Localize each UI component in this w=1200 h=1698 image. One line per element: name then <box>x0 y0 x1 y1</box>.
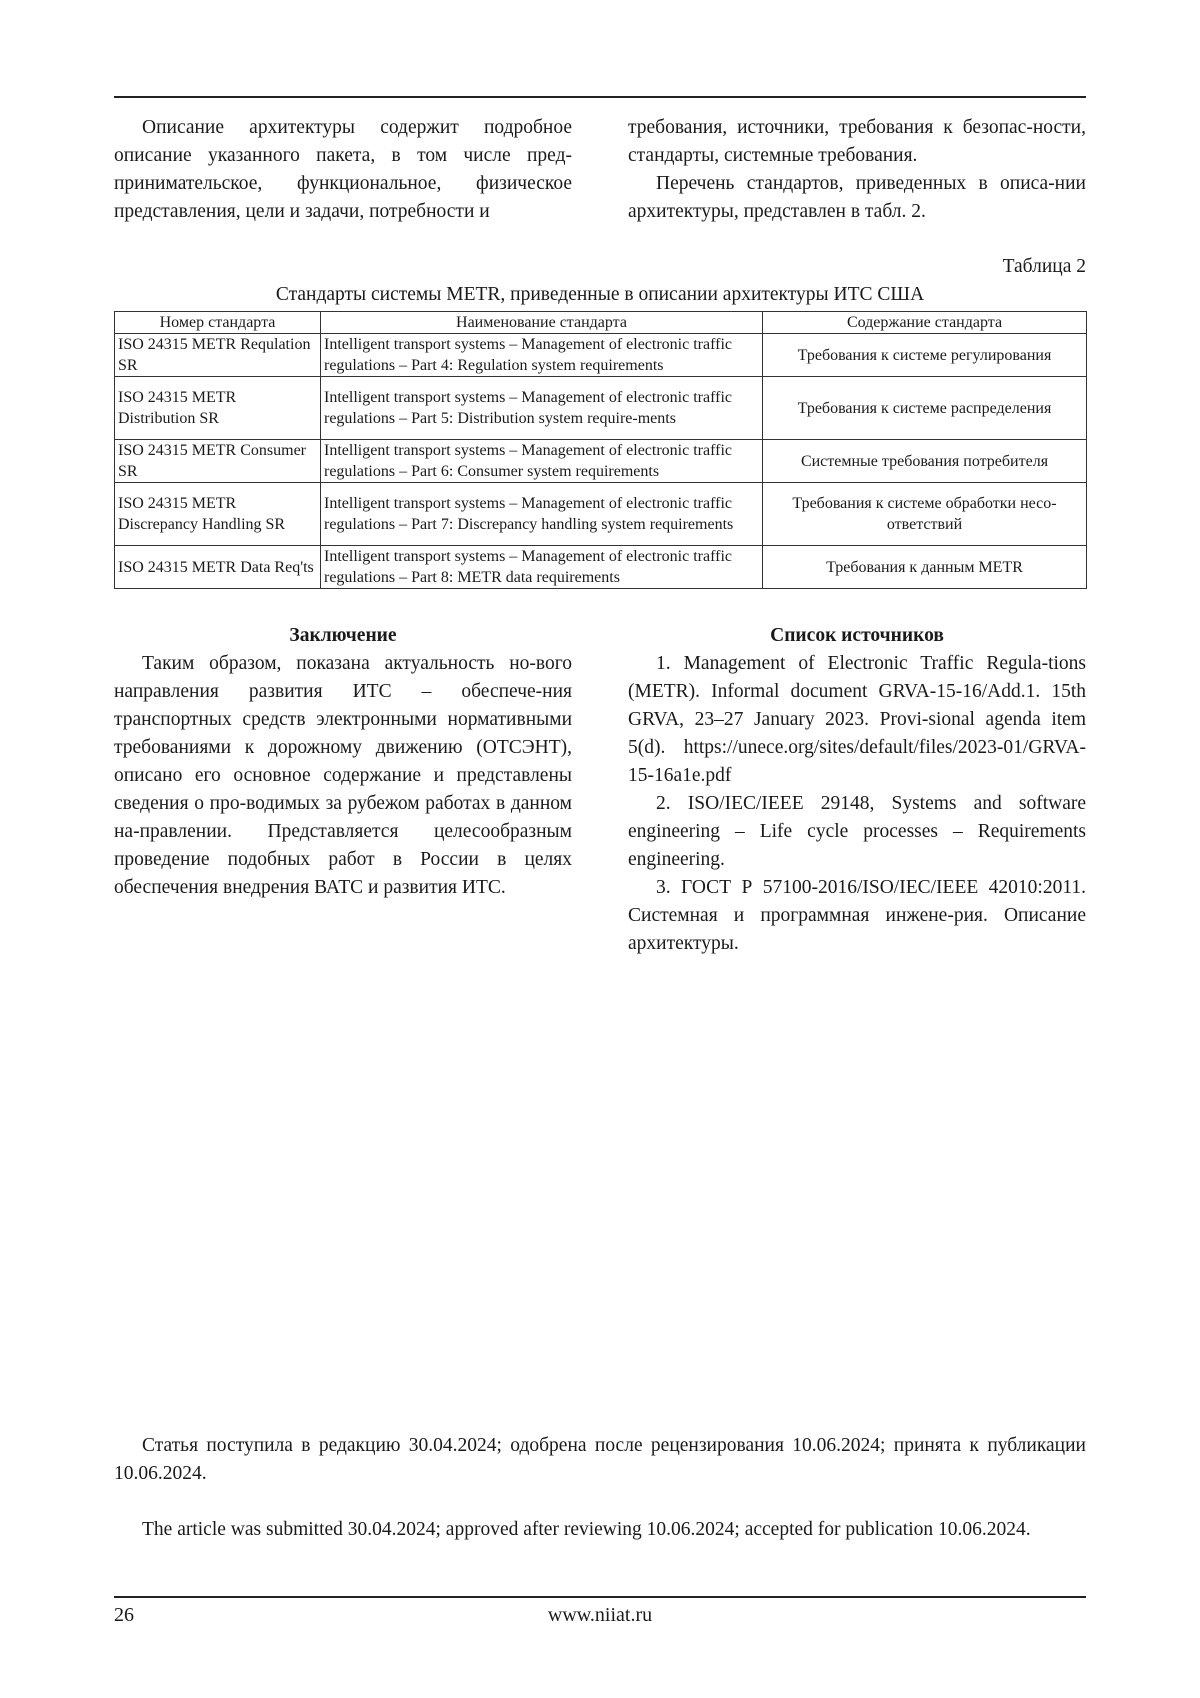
intro-paragraph: Описание архитектуры содержит подробное описание указанного пакета, в том числе пред-принимательское, функциональное, физическое представления, цели и задачи, потребности и <box>114 117 572 222</box>
standard-name: Intelligent transport systems – Management of electronic traffic regulations – Part 8: METR data requirements <box>321 546 763 589</box>
table-title: Стандарты системы METR, приведенные в описании архитектуры ИТС США <box>275 284 925 305</box>
table-label: Таблица 2 <box>1002 256 1086 277</box>
standard-content: Требования к системе обработки несо-ответствий <box>763 483 1087 546</box>
standards-table <box>114 311 1087 589</box>
standard-name: Intelligent transport systems – Management of electronic traffic regulations – Part 5: Distribution system require-ments <box>321 377 763 440</box>
page-number: 26 <box>114 1604 134 1626</box>
standard-number: ISO 24315 METR Requlation SR <box>115 334 321 377</box>
dates-russian-text: Статья поступила в редакцию 30.04.2024; одобрена после рецензирования 10.06.2024; принята к публикации 10.06.2024. <box>114 1435 1086 1484</box>
reference-item: 3. ГОСТ Р 57100-2016/ISO/IEC/IEEE 42010:2011. Системная и программная инжене-рия. Описание архитектуры. <box>628 877 1086 954</box>
standard-content: Требования к системе распределения <box>763 377 1087 440</box>
table-row <box>115 440 1087 483</box>
reference-item: 1. Management of Electronic Traffic Regula-tions (METR). Informal document GRVA-15-16/Add.1. 15th GRVA, 23–27 January 2023. Provi-sional agenda item 5(d). https://unece.org/sites/default/files/2023-01/GRVA-15-16a1e.pdf <box>628 653 1086 786</box>
conclusion-heading: Заключение <box>289 625 397 646</box>
website-link[interactable]: www.niiat.ru <box>547 1604 653 1626</box>
standard-number: ISO 24315 METR Data Req'ts <box>115 546 321 589</box>
intro-continuation-paragraph: требования, источники, требования к безопас-ности, стандарты, системные требования. <box>628 117 1086 166</box>
column-header-name: Наименование стандарта <box>321 312 763 334</box>
intro-right-column <box>628 114 1086 226</box>
table-reference-paragraph: Перечень стандартов, приведенных в описа-нии архитектуры, представлен в табл. 2. <box>628 173 1086 222</box>
standard-name: Intelligent transport systems – Management of electronic traffic regulations – Part 4: Regulation system requirements <box>321 334 763 377</box>
standard-content: Требования к данным METR <box>763 546 1087 589</box>
reference-item: 2. ISO/IEC/IEEE 29148, Systems and software engineering – Life cycle processes – Requirements engineering. <box>628 793 1086 870</box>
dates-english <box>114 1516 1086 1544</box>
standard-number: ISO 24315 METR Discrepancy Handling SR <box>115 483 321 546</box>
references-heading: Список источников <box>770 625 944 646</box>
dates-english-text: The article was submitted 30.04.2024; approved after reviewing 10.06.2024; accepted for publication 10.06.2024. <box>142 1519 1031 1540</box>
table-row <box>115 377 1087 440</box>
standard-name: Intelligent transport systems – Management of electronic traffic regulations – Part 6: Consumer system requirements <box>321 440 763 483</box>
standard-content: Системные требования потребителя <box>763 440 1087 483</box>
references-section <box>628 622 1086 958</box>
standard-content: Требования к системе регулирования <box>763 334 1087 377</box>
standard-name: Intelligent transport systems – Management of electronic traffic regulations – Part 7: Discrepancy handling system requirements <box>321 483 763 546</box>
table-row <box>115 546 1087 589</box>
column-header-content: Содержание стандарта <box>763 312 1087 334</box>
standard-number: ISO 24315 METR Distribution SR <box>115 377 321 440</box>
header-rule <box>114 96 1086 98</box>
intro-left-column <box>114 114 572 226</box>
table-header-row <box>115 312 1087 334</box>
standard-number: ISO 24315 METR Consumer SR <box>115 440 321 483</box>
table-row <box>115 483 1087 546</box>
table-row <box>115 334 1087 377</box>
footer-rule <box>114 1596 1086 1598</box>
dates-russian <box>114 1432 1086 1488</box>
conclusion-section <box>114 622 572 902</box>
column-header-number: Номер стандарта <box>115 312 321 334</box>
page-footer <box>114 1600 1086 1630</box>
conclusion-text: Таким образом, показана актуальность но-вого направления развития ИТС – обеспече-ния транспортных средств электронными нормативными требованиями к дорожному движению (ОТСЭНТ), описано его основное содержание и представлены сведения о про-водимых за рубежом работах в данном на-правлении. Представляется целесообразным проведение подобных работ в России в целях обеспечения внедрения ВАТС и развития ИТС. <box>114 653 572 898</box>
